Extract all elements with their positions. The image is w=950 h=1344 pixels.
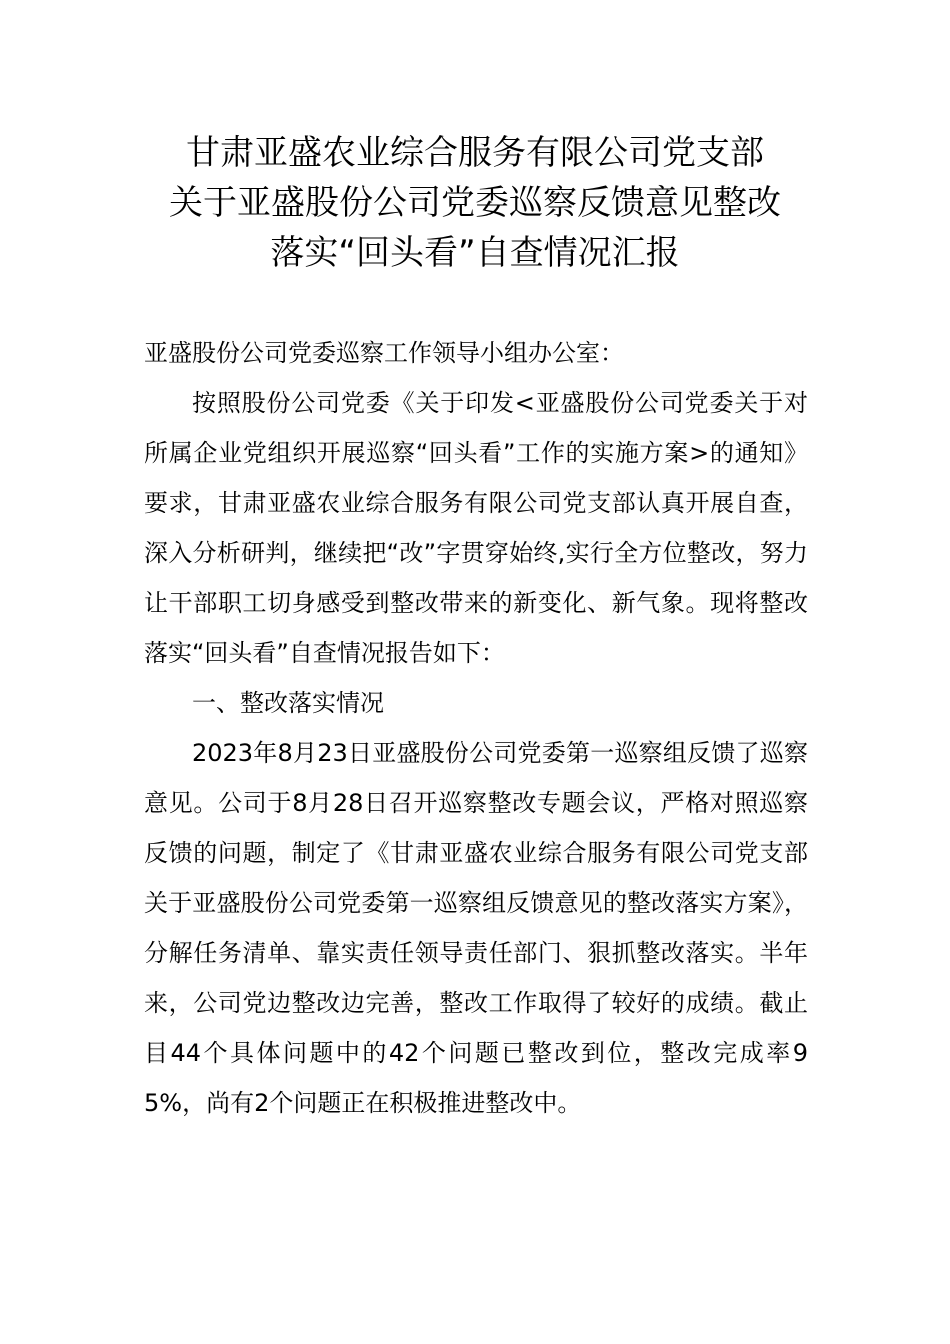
section-heading: 一、整改落实情况	[192, 689, 384, 717]
title-line-3: 落实“回头看”自查情况汇报	[270, 233, 680, 273]
document-title	[140, 128, 810, 278]
rectification-paragraph: 2023年8月23日亚盛股份公司党委第一巡察组反馈了巡察意见。公司于8月28日召开巡察整改专题会议，严格对照巡察反馈的问题，制定了《甘肃亚盛农业综合服务有限公司党支部关于亚盛股份公司党委第一巡察组反馈意见的整改落实方案》，分解任务清单、靠实责任领导责任部门、狠抓整改落实。半年来，公司党边整改边完善，整改工作取得了较好的成绩。截止目44个具体问题中的42个问题已整改到位，整改完成率95%，尚有2个问题正在积极推进整改中。	[144, 739, 808, 1117]
title-line-2: 关于亚盛股份公司党委巡察反馈意见整改	[169, 183, 781, 223]
intro-paragraph: 按照股份公司党委《关于印发<亚盛股份公司党委关于对所属企业党组织开展巡察“回头看”工作的实施方案>的通知》要求，甘肃亚盛农业综合服务有限公司党支部认真开展自查，深入分析研判，继续把“改”字贯穿始终,实行全方位整改，努力让干部职工切身感受到整改带来的新变化、新气象。现将整改落实“回头看”自查情况报告如下：	[144, 389, 808, 667]
document-body	[144, 328, 808, 1128]
salutation: 亚盛股份公司党委巡察工作领导小组办公室：	[144, 339, 624, 367]
title-line-1: 甘肃亚盛农业综合服务有限公司党支部	[186, 133, 764, 173]
